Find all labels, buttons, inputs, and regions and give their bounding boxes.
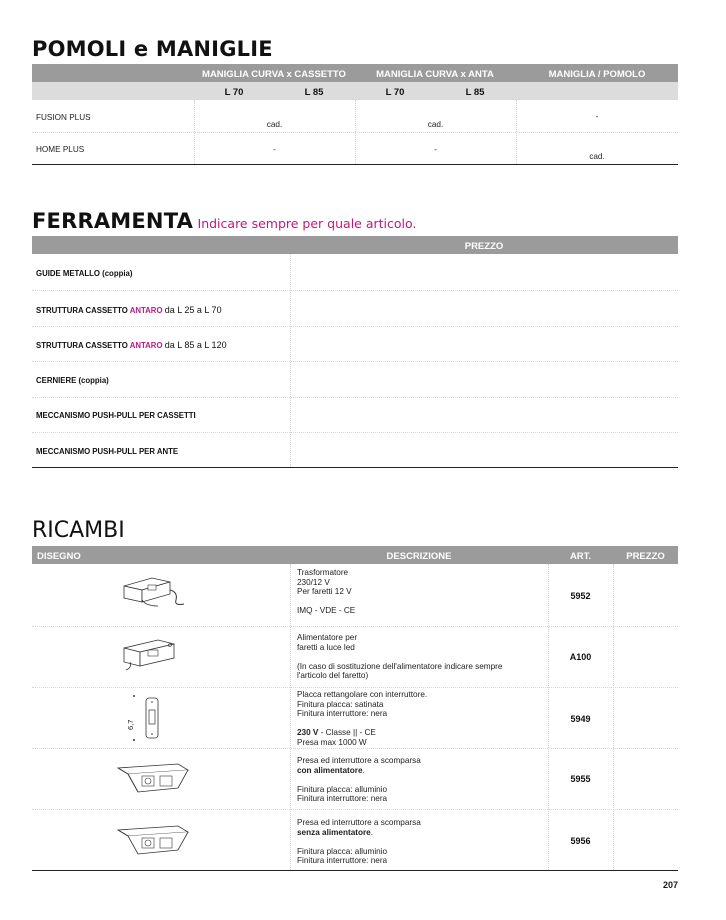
header-maniglia-pomolo: MANIGLIA / POMOLO (548, 69, 646, 80)
item-description: Presa ed interruttore a scomparsa con alimentatore. Finitura placca: alluminio Finitura interruttore: nera (297, 756, 421, 804)
section-title-ferramenta: FERRAMENTA (32, 209, 194, 233)
section-title-ricambi: RICAMBI (32, 518, 125, 543)
row-divider (32, 290, 678, 291)
item-art-code: 5952 (570, 591, 591, 601)
price-cell: cad. (589, 152, 605, 161)
ferramenta-row: STRUTTURA CASSETTO ANTARO da L 25 a L 70 (36, 305, 222, 315)
item-description: Presa ed interruttore a scomparsa senza alimentatore. Finitura placca: alluminio Finitura interruttore: nera (297, 818, 421, 866)
switch-plate-icon (126, 692, 176, 744)
row-divider (32, 326, 678, 327)
item-description: Trasformatore 230/12 V Per faretti 12 V IMQ - VDE - CE (297, 568, 356, 616)
ferramenta-row: GUIDE METALLO (coppia) (36, 269, 133, 278)
row-divider (32, 361, 678, 362)
subheader-l85-anta: L 85 (465, 87, 485, 98)
divider (613, 564, 614, 870)
row-divider (32, 397, 678, 398)
pomoli-header-bar (32, 64, 678, 82)
item-art-code: 5956 (570, 836, 591, 846)
row-divider (32, 748, 678, 749)
ferramenta-subtitle: Indicare sempre per quale articolo. (197, 216, 417, 231)
subheader-l70-anta: L 70 (385, 87, 405, 98)
subheader-l70-cassetto: L 70 (224, 87, 244, 98)
popup-socket-icon (114, 758, 194, 798)
dimension-label: 6,7 (126, 719, 135, 730)
header-art: ART. (569, 551, 592, 562)
popup-socket-icon (114, 820, 194, 860)
item-art-code: 5955 (570, 774, 591, 784)
ferramenta-row: MECCANISMO PUSH-PULL PER ANTE (36, 447, 179, 456)
table-bottom-rule (32, 164, 678, 165)
header-prezzo: PREZZO (464, 241, 504, 252)
header-descrizione: DESCRIZIONE (386, 551, 452, 562)
pomoli-subheader-bar (32, 82, 678, 100)
row-label-home-plus: HOME PLUS (36, 145, 85, 154)
power-supply-icon (118, 636, 198, 676)
row-divider (32, 809, 678, 810)
price-cell: - (273, 145, 276, 154)
subheader-l85-cassetto: L 85 (304, 87, 324, 98)
page-number: 207 (662, 880, 678, 890)
row-divider (32, 687, 678, 688)
ferramenta-header-bar (32, 236, 678, 254)
header-disegno: DISEGNO (37, 551, 81, 562)
item-description: Alimentatore per faretti a luce led (In caso di sostituzione dell'alimentatore indicare sempre l'articolo del faretto) (297, 633, 503, 681)
divider (290, 564, 291, 870)
transformer-icon (118, 572, 198, 612)
header-prezzo: PREZZO (626, 551, 665, 562)
header-maniglia-cassetto: MANIGLIA CURVA x CASSETTO (202, 69, 346, 80)
ferramenta-row: CERNIERE (coppia) (36, 376, 109, 385)
item-art-code: A100 (569, 652, 592, 662)
ricambi-header-bar (32, 546, 678, 564)
ferramenta-row: MECCANISMO PUSH-PULL PER CASSETTI (36, 411, 196, 420)
row-divider (32, 132, 678, 133)
row-divider (32, 432, 678, 433)
section-title-pomoli: POMOLI e MANIGLIE (32, 37, 273, 61)
price-cell: - (434, 145, 437, 154)
price-cell: - (595, 112, 599, 121)
header-maniglia-anta: MANIGLIA CURVA x ANTA (376, 69, 494, 80)
row-label-fusion-plus: FUSION PLUS (36, 113, 91, 122)
item-art-code: 5949 (570, 714, 591, 724)
ferramenta-row: STRUTTURA CASSETTO ANTARO da L 85 a L 120 (36, 340, 227, 350)
table-bottom-rule (32, 467, 678, 468)
ferramenta-heading (32, 209, 416, 233)
row-divider (32, 626, 678, 627)
price-cell: cad. (266, 120, 283, 129)
price-cell: cad. (427, 120, 444, 129)
table-bottom-rule (32, 870, 678, 871)
item-description: Placca rettangolare con interruttore. Finitura placca: satinata Finitura interruttore: nera 230 V - Classe || - CE Presa max 1000 W (297, 690, 428, 747)
